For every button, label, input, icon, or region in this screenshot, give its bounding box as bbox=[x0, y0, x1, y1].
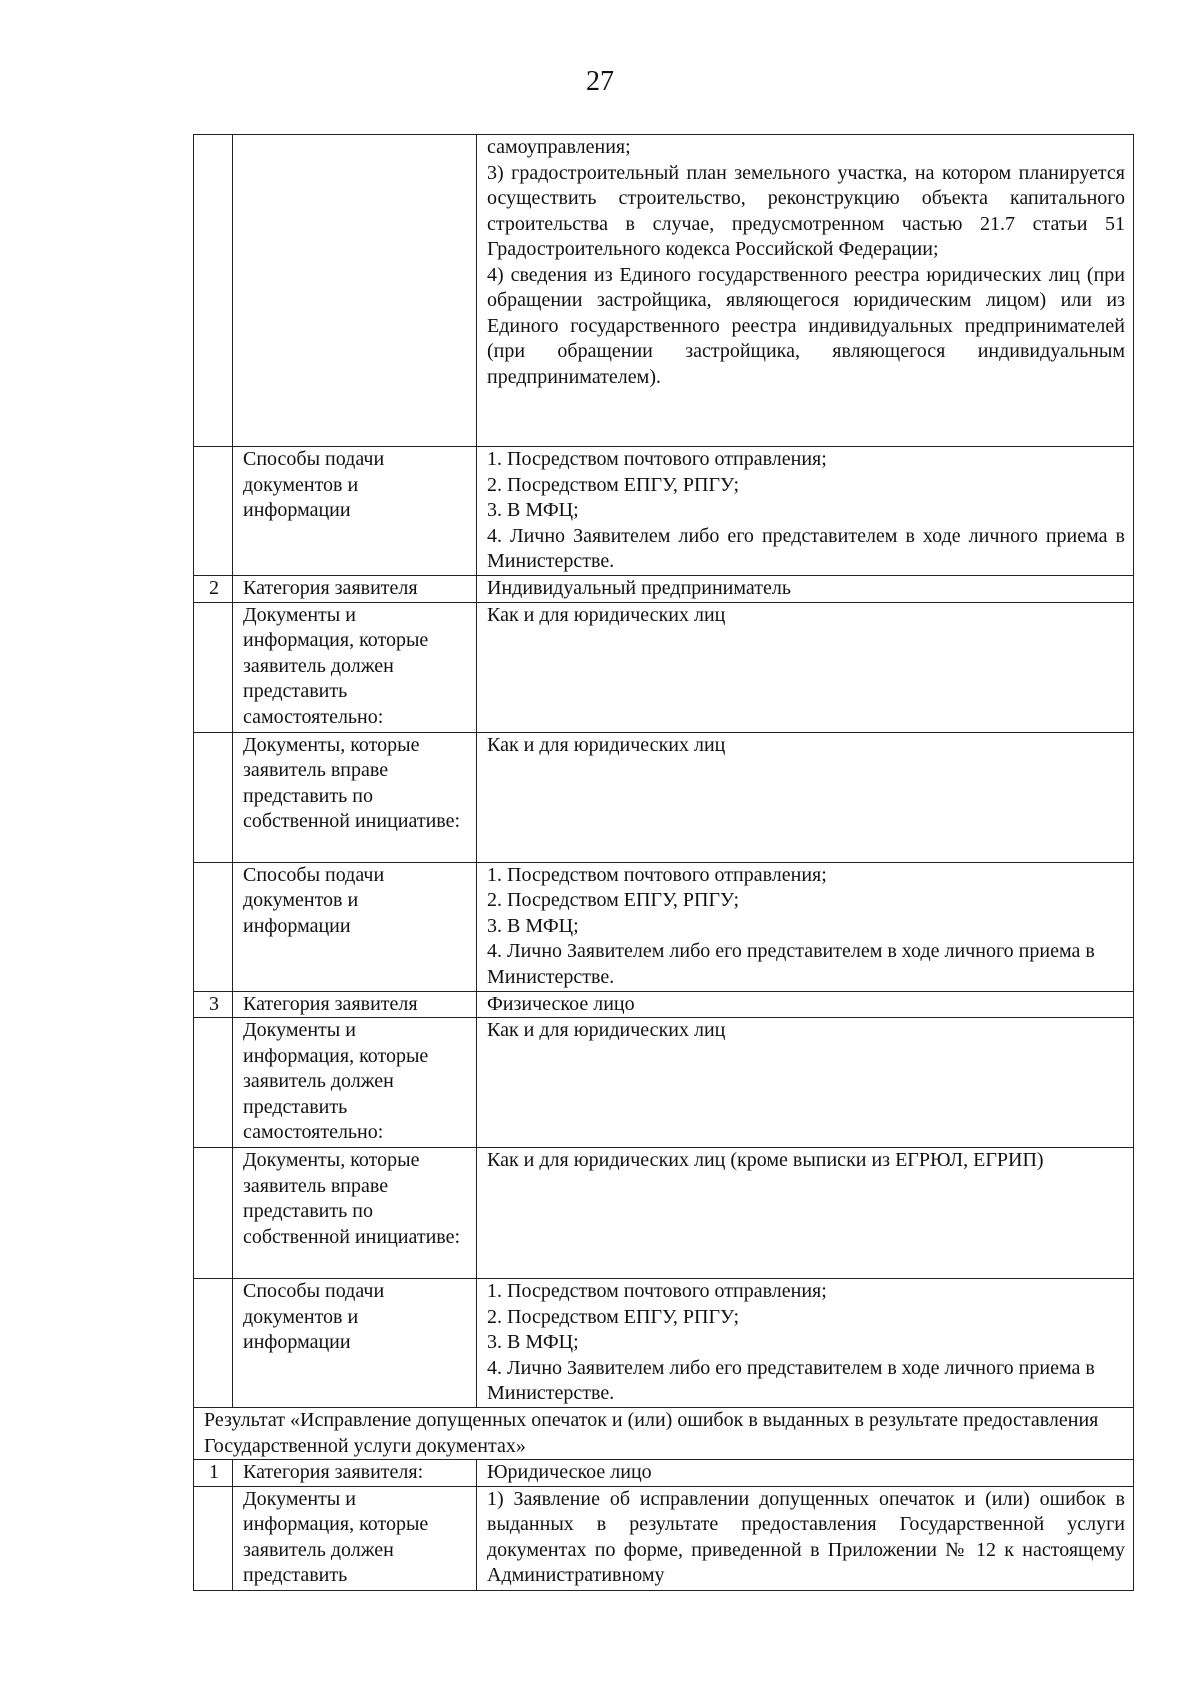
row-number-cell: 2 bbox=[194, 576, 233, 603]
table-row bbox=[194, 602, 1134, 732]
list-item: 1. Посредством почтового отправления; bbox=[487, 1280, 827, 1302]
label-cell: Способы подачи документов и информации bbox=[233, 447, 477, 576]
row-number-cell bbox=[194, 862, 233, 991]
value-cell: Физическое лицо bbox=[477, 991, 1134, 1018]
value-cell bbox=[477, 862, 1134, 991]
list-item: 3. В МФЦ; bbox=[487, 1331, 579, 1353]
label-cell: Документы, которые заявитель вправе представить по собственной инициативе: bbox=[233, 1148, 477, 1279]
services-table bbox=[193, 134, 1134, 1591]
submission-methods bbox=[487, 1279, 1125, 1407]
list-item: 1. Посредством почтового отправления; bbox=[487, 448, 827, 470]
table-row bbox=[194, 447, 1134, 576]
row-number-cell bbox=[194, 135, 233, 447]
table-row bbox=[194, 1460, 1134, 1487]
label-cell: Категория заявителя: bbox=[233, 1460, 477, 1487]
list-item: 4) сведения из Единого государственного реестра юридических лиц (при обращении застройщика, являющегося юридическим лицом) или из Единого государственного реестра индивидуальных предпринимателей (при обращении застройщика, являющегося индивидуальным предпринимателем). bbox=[487, 263, 1125, 388]
row-number-cell bbox=[194, 1279, 233, 1408]
section-heading: Результат «Исправление допущенных опечаток и (или) ошибок в выданных в результате предоставления Государственной услуги документах» bbox=[194, 1408, 1134, 1460]
submission-methods bbox=[487, 447, 1125, 575]
list-item: 3. В МФЦ; bbox=[487, 499, 579, 521]
label-cell: Категория заявителя bbox=[233, 576, 477, 603]
row-number-cell bbox=[194, 447, 233, 576]
list-item: 2. Посредством ЕПГУ, РПГУ; bbox=[487, 473, 740, 496]
table-row bbox=[194, 1148, 1134, 1279]
table-row bbox=[194, 991, 1134, 1018]
value-cell bbox=[477, 135, 1134, 447]
value-cell bbox=[477, 1279, 1134, 1408]
value-cell: Как и для юридических лиц (кроме выписки из ЕГРЮЛ, ЕГРИП) bbox=[477, 1148, 1134, 1279]
label-cell bbox=[233, 135, 477, 447]
value-cell: Как и для юридических лиц bbox=[477, 602, 1134, 732]
page-number: 27 bbox=[586, 66, 614, 97]
label-cell: Документы, которые заявитель вправе представить по собственной инициативе: bbox=[233, 732, 477, 862]
row-number-cell bbox=[194, 732, 233, 862]
table-row bbox=[194, 862, 1134, 991]
label-cell: Способы подачи документов и информации bbox=[233, 1279, 477, 1408]
list-item: 4. Лично Заявителем либо его представителем в ходе личного приема в Министерстве. bbox=[487, 940, 1095, 988]
list-item: 2. Посредством ЕПГУ, РПГУ; bbox=[487, 889, 740, 911]
row-number-cell bbox=[194, 1148, 233, 1279]
label-cell: Категория заявителя bbox=[233, 991, 477, 1018]
value-cell: Как и для юридических лиц bbox=[477, 732, 1134, 862]
value-cell: Как и для юридических лиц bbox=[477, 1018, 1134, 1148]
list-item: 4. Лично Заявителем либо его представителем в ходе личного приема в Министерстве. bbox=[487, 1356, 1095, 1404]
table-row bbox=[194, 1279, 1134, 1408]
label-cell: Документы и информация, которые заявитель должен представить самостоятельно: bbox=[233, 602, 477, 732]
table-row bbox=[194, 135, 1134, 447]
list-item: 2. Посредством ЕПГУ, РПГУ; bbox=[487, 1305, 740, 1328]
table-row bbox=[194, 1408, 1134, 1460]
list-item: 4. Лично Заявителем либо его представителем в ходе личного приема в Министерстве. bbox=[487, 524, 1125, 572]
list-item: самоуправления; bbox=[487, 136, 631, 158]
row-number-cell bbox=[194, 602, 233, 732]
label-cell: Документы и информация, которые заявитель должен представить самостоятельно: bbox=[233, 1018, 477, 1148]
value-cell bbox=[477, 447, 1134, 576]
table-row bbox=[194, 1486, 1134, 1590]
submission-methods bbox=[487, 863, 1125, 991]
table-row bbox=[194, 732, 1134, 862]
table-row bbox=[194, 1018, 1134, 1148]
value-cell: Юридическое лицо bbox=[477, 1460, 1134, 1487]
row-number-cell: 3 bbox=[194, 991, 233, 1018]
row-number-cell: 1 bbox=[194, 1460, 233, 1487]
row-number-cell bbox=[194, 1486, 233, 1590]
label-cell: Способы подачи документов и информации bbox=[233, 862, 477, 991]
documents-list-continued bbox=[487, 135, 1125, 390]
value-cell: 1) Заявление об исправлении допущенных опечаток и (или) ошибок в выданных в результате предоставления Государственной услуги документах по форме, приведенной в Приложении № 12 к настоящему Административному bbox=[477, 1486, 1134, 1590]
row-number-cell bbox=[194, 1018, 233, 1148]
value-cell: Индивидуальный предприниматель bbox=[477, 576, 1134, 603]
list-item: 3. В МФЦ; bbox=[487, 914, 579, 937]
list-item: 3) градостроительный план земельного участка, на котором планируется осуществить строительство, реконструкцию объекта капитального строительства в случае, предусмотренном частью 21.7 статьи 51 Градостроительного кодекса Российской Федерации; bbox=[487, 161, 1125, 260]
label-cell: Документы и информация, которые заявитель должен представить bbox=[233, 1486, 477, 1590]
table-row bbox=[194, 576, 1134, 603]
list-item: 1. Посредством почтового отправления; bbox=[487, 863, 827, 886]
